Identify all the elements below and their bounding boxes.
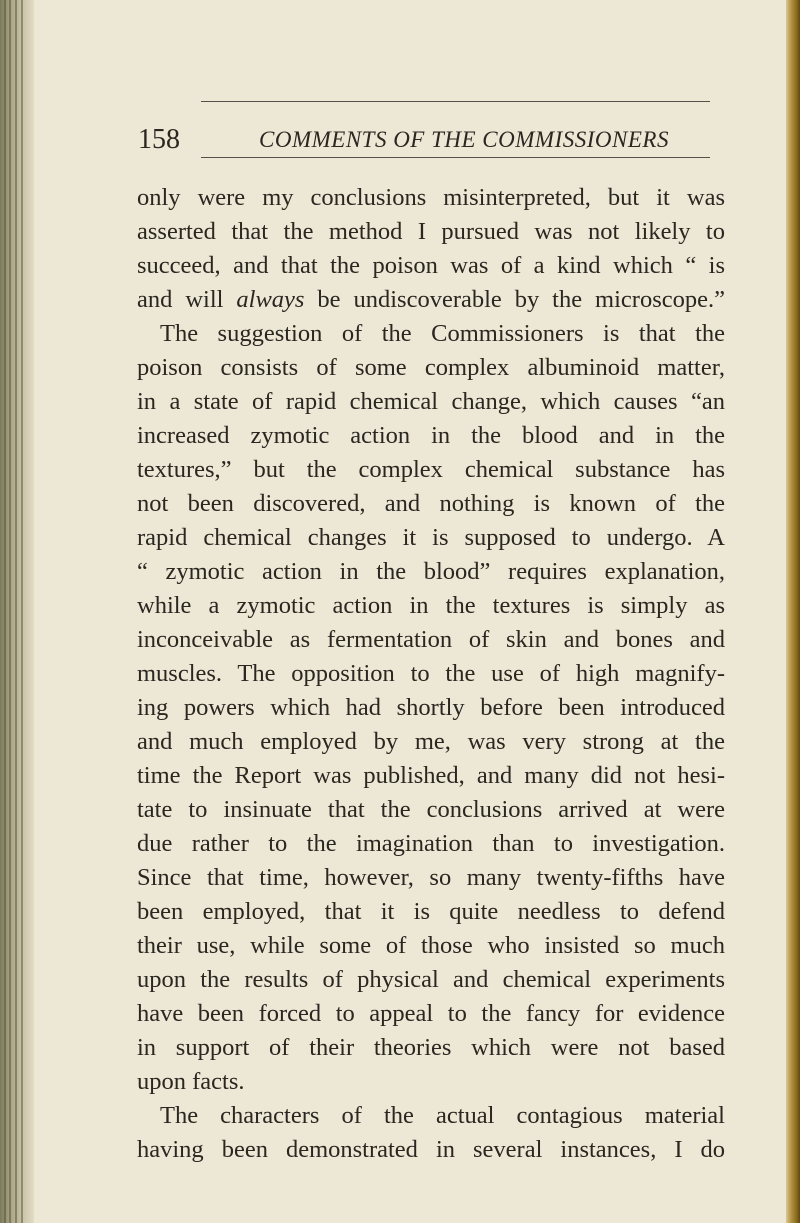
text-run: be undiscoverable by the microscope.” <box>304 286 725 313</box>
text-line: due rather to the imagination than to investigation. <box>137 830 725 857</box>
text-line: “ zymotic action in the blood” requires explanation, <box>137 558 725 585</box>
text-line: while a zymotic action in the textures is simply as <box>137 592 725 619</box>
text-line: time the Report was published, and many did not hesi- <box>137 762 725 789</box>
text-line: been employed, that it is quite needless to defend <box>137 898 725 925</box>
text-run: and will <box>137 286 237 313</box>
header-rule-top <box>201 101 710 102</box>
header-rule-bottom <box>201 157 710 158</box>
text-line: The characters of the actual contagious material <box>160 1102 725 1129</box>
text-line: ing powers which had shortly before been introduced <box>137 694 725 721</box>
text-line <box>137 283 725 317</box>
page-fore-edge <box>786 0 800 1223</box>
text-line: succeed, and that the poison was of a kind which “ is <box>137 252 725 279</box>
text-line: have been forced to appeal to the fancy for evidence <box>137 1000 725 1027</box>
text-line: their use, while some of those who insisted so much <box>137 932 725 959</box>
text-line: in a state of rapid chemical change, which causes “an <box>137 388 725 415</box>
text-line: having been demonstrated in several instances, I do <box>137 1136 725 1163</box>
text-line: upon facts. <box>137 1068 245 1095</box>
body-text <box>137 181 725 1167</box>
text-line: The suggestion of the Commissioners is that the <box>160 320 725 347</box>
text-line: asserted that the method I pursued was not likely to <box>137 218 725 245</box>
text-line: upon the results of physical and chemical experiments <box>137 966 725 993</box>
text-line: and much employed by me, was very strong at the <box>137 728 725 755</box>
text-line: Since that time, however, so many twenty-fifths have <box>137 864 725 891</box>
text-line: increased zymotic action in the blood and in the <box>137 422 725 449</box>
emphasized-word: always <box>236 286 305 313</box>
text-line: only were my conclusions misinterpreted, but it was <box>137 184 725 211</box>
running-title: COMMENTS OF THE COMMISSIONERS <box>259 127 669 152</box>
text-line: poison consists of some complex albuminoid matter, <box>137 354 725 381</box>
text-line: muscles. The opposition to the use of high magnify- <box>137 660 725 687</box>
text-line: in support of their theories which were not based <box>137 1034 725 1061</box>
text-line: not been discovered, and nothing is known of the <box>137 490 725 517</box>
text-line: inconceivable as fermentation of skin and bones and <box>137 626 725 653</box>
running-head <box>138 122 718 158</box>
text-line: textures,” but the complex chemical substance has <box>137 456 725 483</box>
book-gutter <box>0 0 34 1223</box>
text-line: rapid chemical changes it is supposed to undergo. A <box>137 524 725 551</box>
text-line: tate to insinuate that the conclusions arrived at were <box>137 796 725 823</box>
page-number: 158 <box>138 124 180 155</box>
